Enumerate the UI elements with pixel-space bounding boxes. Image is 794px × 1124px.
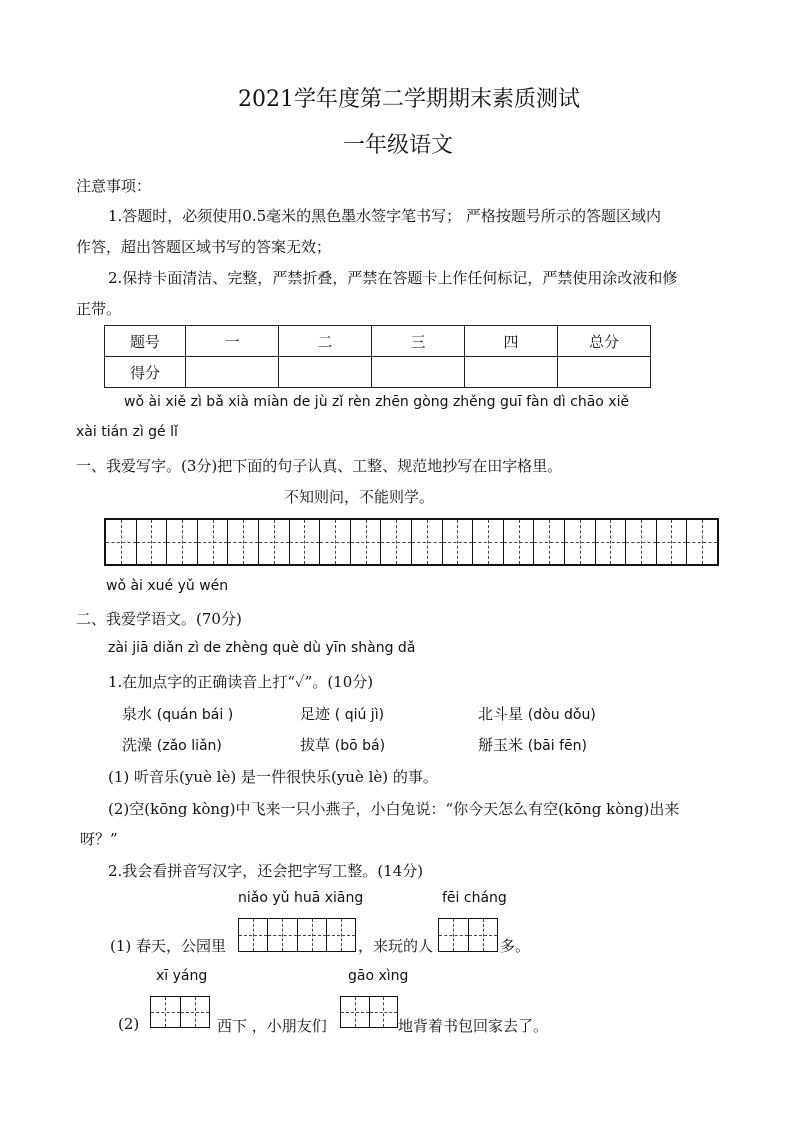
q2-s1-pinyin-b: fēi cháng [442, 890, 507, 906]
q2-s1-text-2: ，来玩的人 [358, 937, 434, 955]
q2-s2-answer-box-a[interactable] [150, 996, 210, 1028]
notes-item-2-line-1: 2.保持卡面清洁、完整，严禁折叠，严禁在答题卡上作任何标记，严禁使用涂改液和修 [108, 269, 678, 287]
score-table-row-label: 得分 [105, 357, 186, 388]
q2-s2-answer-box-b[interactable] [340, 996, 398, 1028]
q2-s2-text-3: 地背着书包回家去了。 [398, 1017, 549, 1035]
score-table-header-cell: 总分 [558, 326, 651, 357]
score-cell[interactable] [186, 357, 279, 388]
notes-heading: 注意事项： [76, 177, 152, 195]
tianzige-cell[interactable] [442, 520, 473, 564]
tianzige-cell[interactable] [625, 520, 656, 564]
section1-pinyin-line-1: wǒ ài xiě zì bǎ xià miàn de jù zǐ rèn zhēn gòng zhěng guī fàn dì chāo xiě [124, 394, 630, 410]
q1-item [122, 703, 233, 724]
tianzige-cell[interactable] [380, 520, 411, 564]
section2-pinyin: wǒ ài xué yǔ wén [106, 578, 229, 594]
score-cell[interactable] [558, 357, 651, 388]
q1-sentence-2-line-2: 呀？” [80, 830, 118, 848]
q1-heading: 1.在加点字的正确读音上打“✓”。(10分) [108, 673, 374, 691]
tianzige-cell[interactable] [564, 520, 595, 564]
section1-heading: 一、我爱写字。(3分)把下面的句子认真、工整、规范地抄写在田字格里。 [76, 457, 563, 475]
tianzige-cell[interactable] [267, 919, 296, 951]
score-table-header-row [105, 326, 651, 357]
tianzige-cell[interactable] [350, 520, 381, 564]
score-table-header-cell: 二 [279, 326, 372, 357]
tianzige-cell[interactable] [341, 997, 369, 1027]
section1-pinyin-line-2: xài tián zì gé lǐ [76, 424, 178, 440]
tianzige-cell[interactable] [472, 520, 503, 564]
tianzige-cell[interactable] [533, 520, 564, 564]
q1-item [122, 734, 222, 755]
score-table-header-cell: 题号 [105, 326, 186, 357]
q2-s2-pinyin-a: xī yáng [156, 968, 208, 984]
score-table-header-cell: 三 [372, 326, 465, 357]
tianzige-cell[interactable] [258, 520, 289, 564]
tianzige-cell[interactable] [686, 520, 717, 564]
tianzige-cell[interactable] [297, 919, 326, 951]
tianzige-cell[interactable] [468, 919, 498, 951]
tianzige-cell[interactable] [319, 520, 350, 564]
q2-s1-pinyin-a: niǎo yǔ huā xiāng [238, 890, 364, 906]
q1-item-word: 足迹 [300, 705, 331, 723]
q2-heading: 2.我会看拼音写汉字，还会把字写工整。(14分) [108, 862, 424, 880]
score-cell[interactable] [279, 357, 372, 388]
notes-item-1-line-2: 作答，超出答题区域书写的答案无效； [76, 238, 332, 256]
q1-item-options[interactable]: (bō bá) [334, 738, 386, 754]
tianzige-cell[interactable] [411, 520, 442, 564]
page-subtitle: 一年级语文 [343, 133, 454, 158]
q1-item-word: 洗澡 [122, 736, 153, 754]
tianzige-cell[interactable] [136, 520, 167, 564]
score-table-header-cell: 一 [186, 326, 279, 357]
tianzige-cell[interactable] [227, 520, 258, 564]
q1-item-options[interactable]: (bāi fēn) [527, 738, 587, 754]
tianzige-cell[interactable] [439, 919, 468, 951]
notes-item-1-line-1: 1.答题时，必须使用0.5毫米的黑色墨水签字笔书写； 严格按题号所示的答题区域内 [108, 207, 661, 225]
page-title: 2021学年度第二学期期末素质测试 [238, 87, 580, 112]
q2-s2-text-2: 西下 ，小朋友们 [217, 1017, 327, 1035]
score-cell[interactable] [465, 357, 558, 388]
q1-item [300, 734, 385, 755]
tianzige-cell[interactable] [326, 919, 355, 951]
q2-s2-pinyin-b: gāo xìng [348, 968, 409, 984]
q1-item [478, 703, 596, 724]
q1-item-word: 泉水 [122, 705, 153, 723]
tianzige-cell[interactable] [197, 520, 228, 564]
tianzige-cell[interactable] [166, 520, 197, 564]
tianzige-cell[interactable] [503, 520, 534, 564]
section1-sentence: 不知则问，不能则学。 [284, 488, 435, 506]
q1-item-options[interactable]: (dòu dǒu) [527, 707, 596, 723]
q1-item-options[interactable]: (quán bái ) [156, 707, 234, 723]
q2-s1-text-3: 多。 [500, 937, 531, 955]
q1-item-options[interactable]: (zǎo liǎn) [156, 738, 222, 754]
q1-item-word: 北斗星 [478, 705, 524, 723]
q1-sentence-2-line-1: (2)空(kōng kòng)中飞来一只小燕子，小白兔说：“你今天怎么有空(kōng kòng)出来 [108, 800, 680, 818]
score-table-header-cell: 四 [465, 326, 558, 357]
q1-item-word: 拔草 [300, 736, 331, 754]
q1-item [300, 703, 384, 724]
notes-item-2-line-2: 正带。 [76, 300, 122, 318]
q1-item [478, 734, 587, 755]
tianzige-writing-grid[interactable] [104, 518, 719, 566]
tianzige-cell[interactable] [180, 997, 210, 1027]
q1-item-options[interactable]: ( qiú jì) [334, 707, 385, 723]
q2-s1-answer-box-a[interactable] [238, 918, 356, 952]
section2-heading: 二、我爱学语文。(70分) [76, 610, 242, 628]
tianzige-cell[interactable] [369, 997, 398, 1027]
q1-sentence-1: (1) 听音乐(yuè lè) 是一件很快乐(yuè lè) 的事。 [108, 768, 438, 786]
q2-s1-text-1: (1) 春天，公园里 [110, 937, 227, 955]
q1-pinyin: zài jiā diǎn zì de zhèng què dù yīn shàng dǎ [108, 640, 416, 656]
score-table [104, 325, 651, 388]
score-cell[interactable] [372, 357, 465, 388]
tianzige-cell[interactable] [239, 919, 267, 951]
tianzige-cell[interactable] [106, 520, 136, 564]
q2-s1-answer-box-b[interactable] [438, 918, 498, 952]
tianzige-cell[interactable] [289, 520, 320, 564]
tianzige-cell[interactable] [151, 997, 180, 1027]
tianzige-cell[interactable] [656, 520, 687, 564]
q1-item-word: 掰玉米 [478, 736, 524, 754]
score-table-score-row [105, 357, 651, 388]
tianzige-cell[interactable] [595, 520, 626, 564]
q2-s2-text-1: (2) [118, 1015, 140, 1033]
